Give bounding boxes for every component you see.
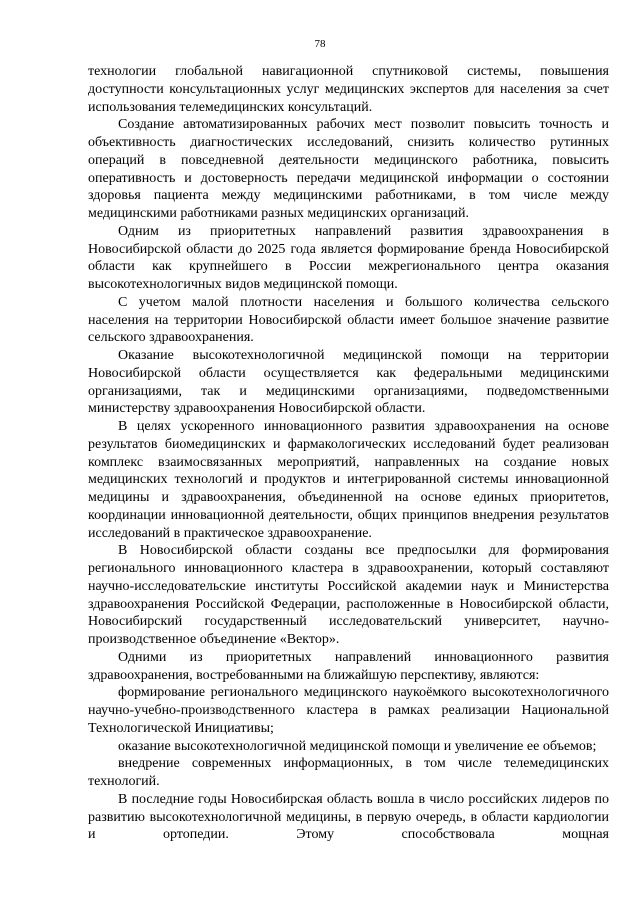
paragraph-8: Одними из приоритетных направлений инновационного развития здравоохранения, востребованными на ближайшую перспективу, являются: [88, 649, 609, 683]
paragraph-3: Одним из приоритетных направлений развития здравоохранения в Новосибирской области до 2025 года является формирование бренда Новосибирской области как крупнейшего в России межрегионального центра оказания высокотехнологичных видов медицинской помощи. [88, 223, 609, 292]
list-item-telemedicine: внедрение современных информационных, в том числе телемедицинских технологий. [88, 756, 609, 789]
paragraph-12: В последние годы Новосибирская область вошла в число российских лидеров по развитию высокотехнологичной медицины, в первую очередь, в области кардиологии и ортопедии. Этому способствовала мощная [88, 791, 609, 843]
list-item-cluster: формирование регионального медицинского наукоёмкого высокотехнологичного научно-учебно-производственного кластера в рамках реализации Национальной Технологической Инициативы; [88, 685, 609, 736]
paragraph-2: Создание автоматизированных рабочих мест позволит повысить точность и объективность диагностических исследований, снизить количество рутинных операций в повседневной деятельности медицинского работника, повысить оперативность и достоверность передачи медицинской информации о состоянии здоровья пациента между медицинскими работниками, в том числе между медицинскими работниками разных медицинских организаций. [88, 117, 609, 221]
paragraph-6: В целях ускоренного инновационного развития здравоохранения на основе результатов биомедицинских и фармакологических исследований будет реализован комплекс взаимосвязанных мероприятий, направленных на создание новых медицинских технологий и продуктов и интегрированной системы инновационной медицины и здравоохранения, объединенной на основе единых приоритетов, координации инновационной деятельности, общих принципов внедрения результатов исследований в практическое здравоохранение. [88, 419, 609, 541]
paragraph-1: технологии глобальной навигационной спутниковой системы, повышения доступности консультационных услуг медицинских экспертов для населения за счет использования телемедицинских консультаций. [88, 64, 609, 115]
paragraph-7: В Новосибирской области созданы все предпосылки для формирования регионального инновационного кластера в здравоохранении, который составляют научно-исследовательские институты Российской академии наук и Министерства здравоохранения Российской Федерации, расположенные в Новосибирской области, Новосибирский государственный исследовательский университет, научно-производственное объединение «Вектор». [88, 543, 609, 647]
page-number: 78 [314, 38, 326, 50]
paragraph-5: Оказание высокотехнологичной медицинской помощи на территории Новосибирской области осуществляется как федеральными медицинскими организациями, так и медицинскими организациями, подведомственными министерству здравоохранения Новосибирской области. [88, 348, 609, 417]
paragraph-4: С учетом малой плотности населения и большого количества сельского населения на территории Новосибирской области имеет большое значение развитие сельского здравоохранения. [88, 294, 609, 346]
list-item-high-tech-care: оказание высокотехнологичной медицинской помощи и увеличение ее объемов; [118, 738, 597, 754]
document-body [88, 63, 609, 844]
